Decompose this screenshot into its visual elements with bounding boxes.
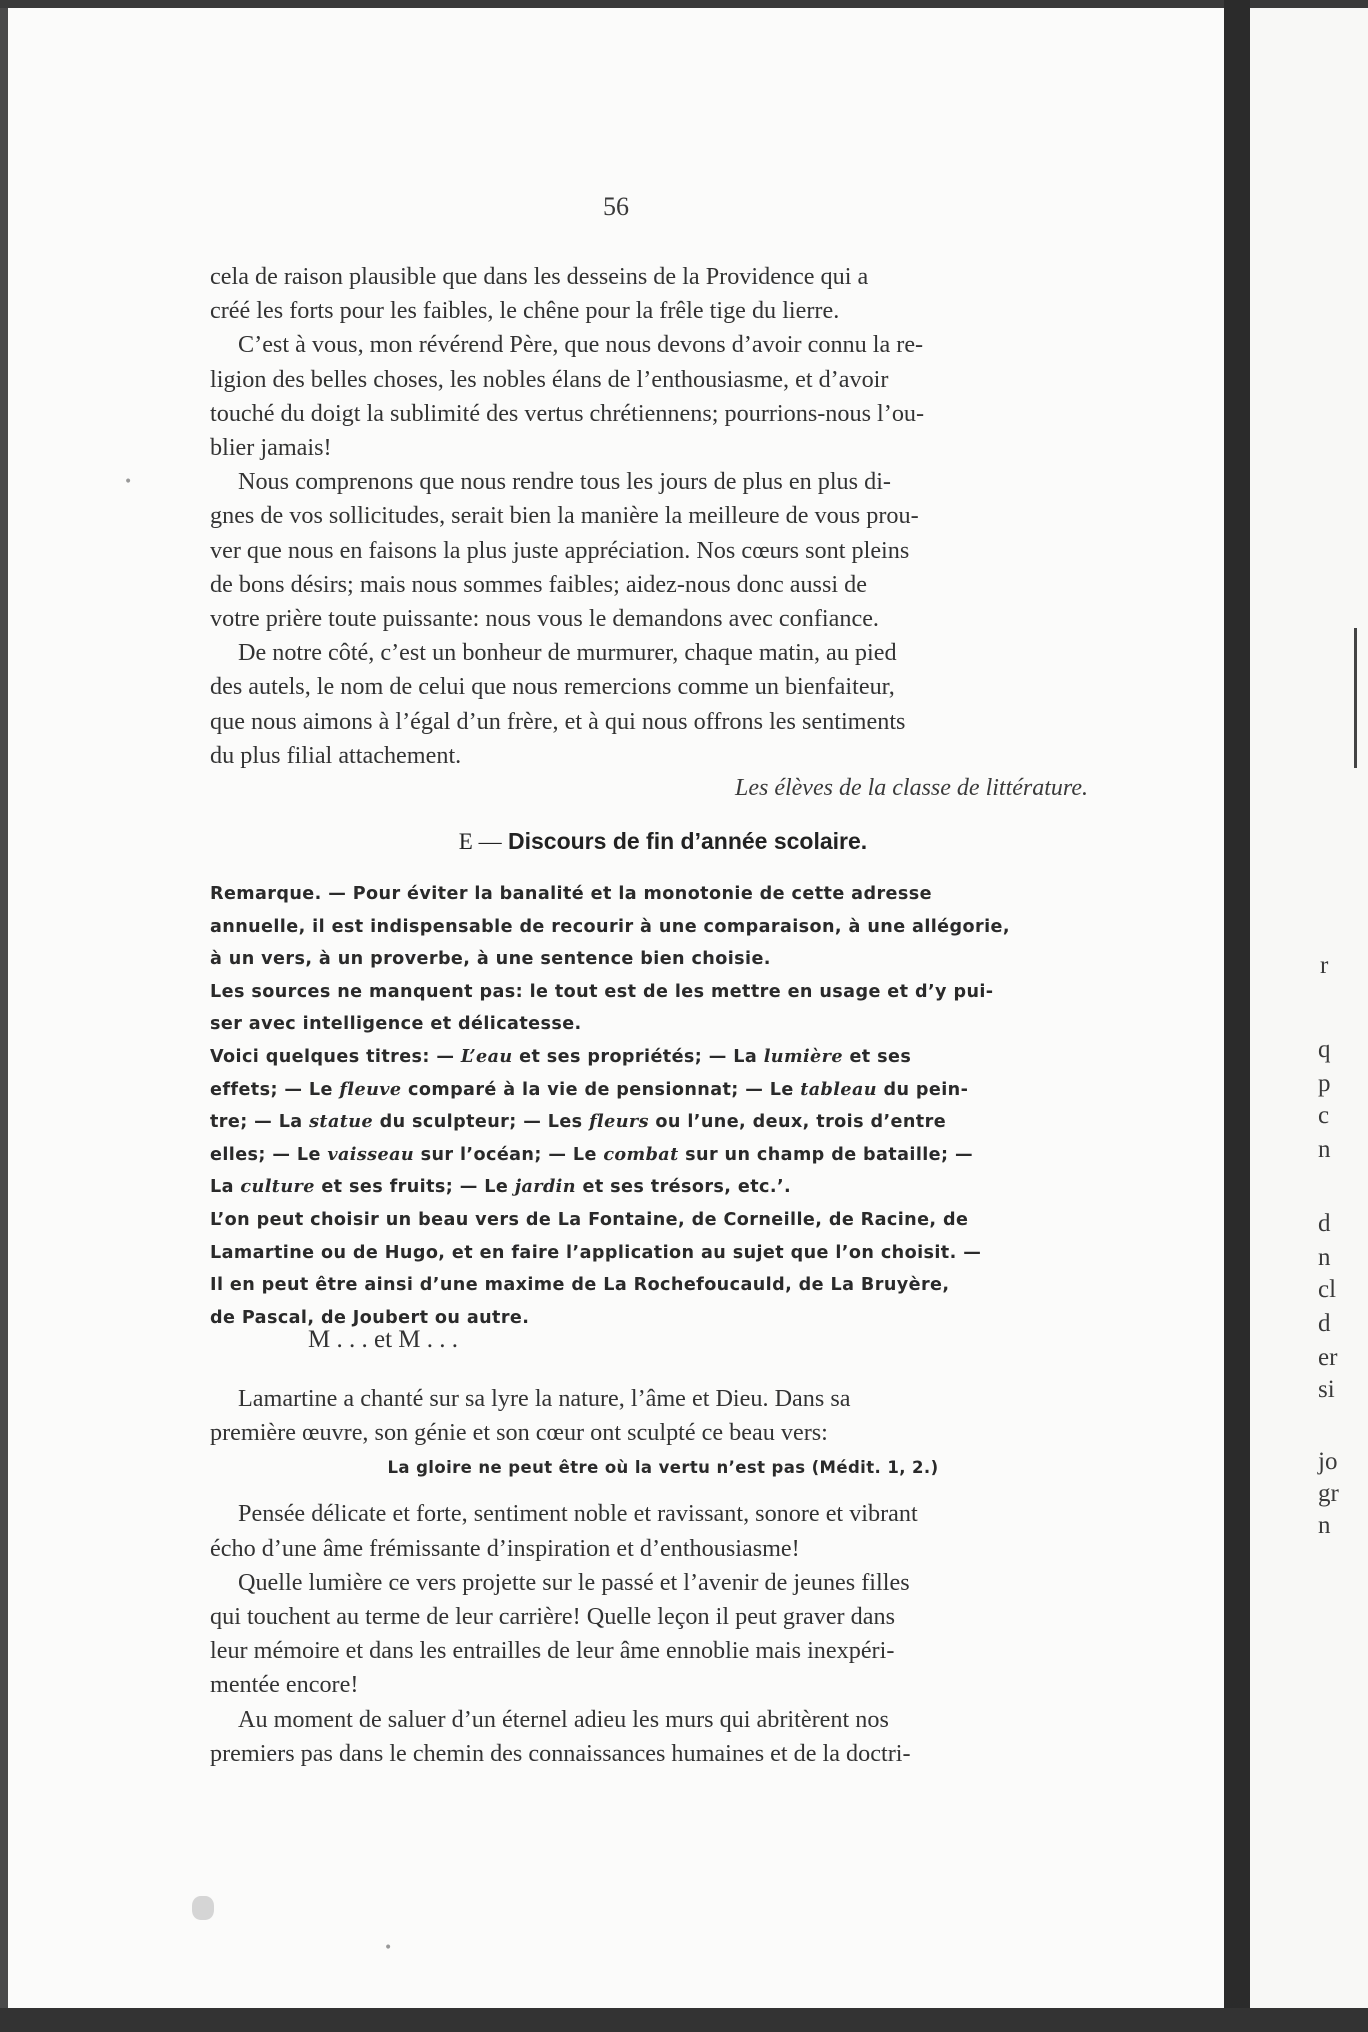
title-keyword: fleurs: [589, 1111, 649, 1133]
paragraph: [210, 260, 1116, 328]
remark-paragraph: [210, 1204, 1116, 1334]
text-run: sur un champ de bataille; —: [685, 1144, 973, 1165]
text-run: sur l’océan; — Le: [420, 1144, 597, 1165]
letter-block: [210, 260, 1116, 802]
text-run: ou l’une, deux, trois d’entre: [655, 1112, 947, 1133]
text-run: et ses trésors, etc.’.: [582, 1177, 792, 1198]
scan-bottom-border: [0, 2008, 1368, 2032]
text-line: Il en peut être ainsi d’une maxime de La Rochefoucauld, de La Bruyère,: [210, 1275, 950, 1296]
right-page-fragment: d: [1318, 1310, 1331, 1337]
text-run: et ses: [849, 1046, 912, 1067]
title-keyword: culture: [240, 1176, 315, 1198]
right-page-fragment: er: [1318, 1344, 1338, 1371]
verse-quote: La gloire ne peut être où la vertu n’est pas (Médit. 1, 2.): [387, 1458, 939, 1478]
paragraph: [210, 1497, 1116, 1565]
text-line: Nous comprenons que nous rendre tous les jours de plus en plus di-: [238, 468, 891, 496]
text-line: écho d’une âme frémissante d’inspiration et d’enthousiasme!: [210, 1534, 800, 1562]
text-line: Au moment de saluer d’un éternel adieu les murs qui abritèrent nos: [238, 1705, 889, 1733]
text-line: leur mémoire et dans les entrailles de leur âme ennoblie mais inexpéri-: [210, 1637, 895, 1665]
scan-speck: •: [124, 474, 133, 490]
text-line: Pensée délicate et forte, sentiment noble et ravissant, sonore et vibrant: [238, 1500, 918, 1528]
scan-top-border: [0, 0, 1368, 8]
remark-paragraph: [210, 976, 1116, 1041]
text-line: des autels, le nom de celui que nous remercions comme un bienfaiteur,: [210, 673, 895, 701]
page-number: 56: [603, 192, 629, 221]
ink-blot: [192, 1896, 214, 1920]
text-edge-mark: [1354, 628, 1357, 768]
paragraph: [210, 636, 1116, 773]
section-heading: [210, 828, 1116, 855]
right-page-fragment: d: [1318, 1210, 1331, 1237]
text-line: De notre côté, c’est un bonheur de murmurer, chaque matin, au pied: [238, 639, 897, 667]
right-page-fragment: gr: [1318, 1480, 1339, 1507]
title-keyword: L’eau: [460, 1045, 513, 1067]
text-line: créé les forts pour les faibles, le chêne pour la frêle tige du lierre.: [210, 297, 840, 325]
section-letter: E —: [458, 829, 502, 854]
text-run: effets; — Le: [210, 1079, 333, 1100]
text-line: ver que nous en faisons la plus juste appréciation. Nos cœurs sont pleins: [210, 536, 910, 564]
text-line: gnes de vos sollicitudes, serait bien la manière la meilleure de vous prou-: [210, 502, 919, 530]
signature: Les élèves de la classe de littérature.: [734, 775, 1088, 802]
text-line: premiers pas dans le chemin des connaissances humaines et de la doctri-: [210, 1739, 911, 1767]
paragraph: [210, 1382, 1116, 1450]
section-title: Discours de fin d’année scolaire.: [508, 828, 868, 854]
text-line: Quelle lumière ce vers projette sur le passé et l’avenir de jeunes filles: [238, 1568, 910, 1596]
text-line: à un vers, à un proverbe, à une sentence bien choisie.: [210, 949, 771, 970]
salutation-block: [210, 1326, 1116, 1354]
salutation: M . . . et M . . .: [308, 1326, 458, 1353]
section-heading-block: [210, 828, 1116, 855]
title-keyword: jardin: [514, 1176, 576, 1198]
text-run: Voici quelques titres: —: [210, 1046, 455, 1067]
right-page-fragment: cl: [1318, 1276, 1337, 1303]
right-page-fragment: c: [1318, 1102, 1330, 1129]
text-line: que nous aimons à l’égal d’un frère, et à qui nous offrons les sentiments: [210, 707, 906, 735]
title-keyword: vaisseau: [327, 1143, 415, 1165]
text-line: annuelle, il est indispensable de recourir à une comparaison, à une allégorie,: [210, 916, 1010, 937]
text-line: mentée encore!: [210, 1671, 359, 1699]
title-keyword: combat: [603, 1143, 679, 1165]
left-page: [8, 8, 1224, 2008]
paragraph: [210, 1566, 1116, 1703]
remark-paragraph: [210, 878, 1116, 976]
text-line: Les sources ne manquent pas: le tout est de les mettre en usage et d’y pui-: [210, 981, 994, 1002]
text-run: du pein-: [883, 1079, 969, 1100]
right-page-fragment: p: [1318, 1070, 1331, 1097]
text-line: votre prière toute puissante: nous vous le demandons avec confiance.: [210, 605, 879, 633]
text-line: de Pascal, de Joubert ou autre.: [210, 1307, 530, 1328]
text-line: cela de raison plausible que dans les desseins de la Providence qui a: [210, 263, 869, 290]
text-line: Lamartine a chanté sur sa lyre la nature, l’âme et Dieu. Dans sa: [238, 1385, 851, 1412]
title-keyword: statue: [309, 1111, 374, 1133]
scan-speck: •: [384, 1940, 393, 1956]
text-line: ligion des belles choses, les nobles élans de l’enthousiasme, et d’avoir: [210, 365, 889, 393]
paragraph: [210, 465, 1116, 636]
right-page-fragment: n: [1318, 1244, 1331, 1271]
text-run: du sculpteur; — Les: [379, 1112, 583, 1133]
text-line: première œuvre, son génie et son cœur ont sculpté ce beau vers:: [210, 1419, 828, 1447]
text-line: blier jamais!: [210, 434, 332, 462]
right-page-fragment: n: [1318, 1136, 1331, 1163]
right-page-fragment: si: [1318, 1376, 1335, 1403]
text-line: C’est à vous, mon révérend Père, que nous devons d’avoir connu la re-: [238, 331, 924, 359]
book-gutter: [1224, 0, 1250, 2032]
text-run: comparé à la vie de pensionnat; — Le: [408, 1079, 794, 1100]
remark-titles-paragraph: [210, 1041, 1116, 1204]
text-run: et ses fruits; — Le: [321, 1177, 509, 1198]
paragraph: [210, 328, 1116, 465]
text-run: et ses propriétés; — La: [519, 1046, 758, 1067]
text-line: du plus filial attachement.: [210, 741, 462, 769]
title-keyword: fleuve: [339, 1078, 402, 1100]
text-line: ser avec intelligence et délicatesse.: [210, 1014, 582, 1035]
text-line: Lamartine ou de Hugo, et en faire l’application au sujet que l’on choisit. —: [210, 1242, 982, 1263]
text-line: de bons désirs; mais nous sommes faibles; aidez-nous donc aussi de: [210, 570, 867, 598]
right-page-fragment: n: [1318, 1512, 1331, 1539]
text-run: La: [210, 1177, 234, 1198]
right-page-fragment: jo: [1318, 1448, 1338, 1475]
text-line: L’on peut choisir un beau vers de La Fontaine, de Corneille, de Racine, de: [210, 1209, 969, 1230]
title-keyword: lumière: [763, 1045, 843, 1067]
text-line: qui touchent au terme de leur carrière! Quelle leçon il peut graver dans: [210, 1603, 895, 1631]
right-page-fragment: q: [1318, 1036, 1331, 1063]
right-page-edge: [1250, 8, 1368, 2008]
text-run: tre; — La: [210, 1112, 303, 1133]
text-line: touché du doigt la sublimité des vertus chrétiennens; pourrions-nous l’ou-: [210, 399, 925, 427]
text-run: elles; — Le: [210, 1144, 321, 1165]
title-keyword: tableau: [800, 1078, 877, 1100]
paragraph: [210, 1703, 1116, 1771]
text-line: Remarque. — Pour éviter la banalité et la monotonie de cette adresse: [210, 884, 932, 904]
discourse-block: [210, 1382, 1116, 1771]
remark-block: [210, 878, 1116, 1334]
right-page-fragment: r: [1320, 952, 1329, 979]
